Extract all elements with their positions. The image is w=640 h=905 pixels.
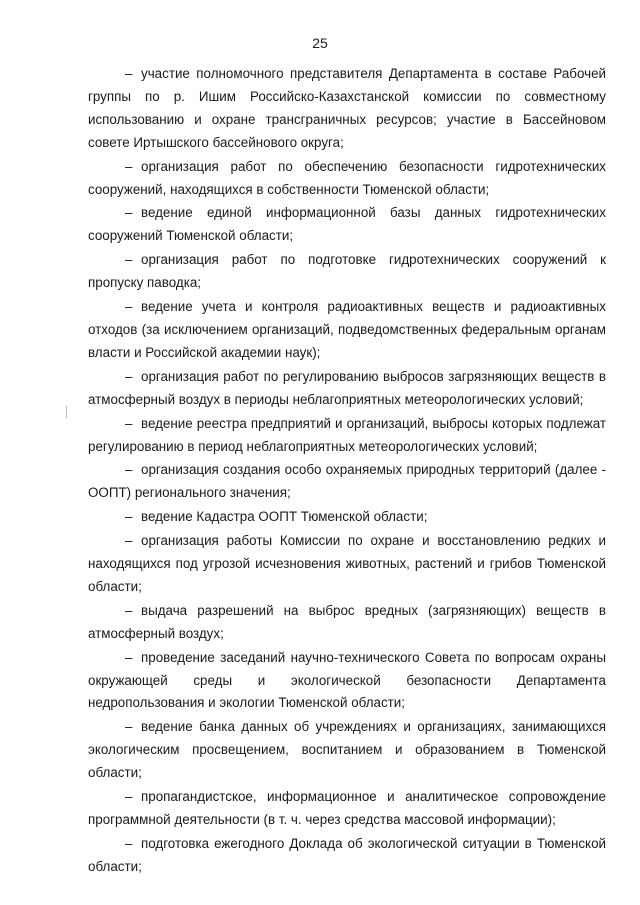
list-item xyxy=(88,296,606,365)
margin-scan-mark xyxy=(66,406,67,418)
list-item-text: ведение единой информационной базы данных гидротехнических сооружений Тюменской области; xyxy=(88,205,606,244)
list-dash: – xyxy=(125,205,133,221)
list-dash: – xyxy=(125,835,133,851)
list-item xyxy=(88,786,606,832)
list-item xyxy=(88,249,606,295)
list-dash: – xyxy=(125,719,133,735)
list-item-text: организация создания особо охраняемых природных территорий (далее - ООПТ) регионального значения; xyxy=(88,462,606,501)
list-dash: – xyxy=(125,602,133,618)
list-dash: – xyxy=(125,649,133,665)
list-dash: – xyxy=(125,789,133,805)
list-item xyxy=(88,647,606,716)
list-item xyxy=(88,202,606,248)
list-item-text: ведение учета и контроля радиоактивных веществ и радиоактивных отходов (за исключением организаций, подведомственных федеральным органам власти и Российской академии наук); xyxy=(88,299,606,360)
list-item-text: организация работ по обеспечению безопасности гидротехнических сооружений, находящихся в собственности Тюменской области; xyxy=(88,158,606,197)
list-item xyxy=(88,366,606,412)
list-dash: – xyxy=(125,509,133,525)
page-number: 25 xyxy=(312,35,328,51)
list-item xyxy=(88,413,606,459)
list-dash: – xyxy=(125,462,133,478)
list-dash: – xyxy=(125,299,133,315)
list-item xyxy=(88,459,606,505)
list-item xyxy=(88,156,606,202)
list-item xyxy=(88,600,606,646)
list-item-text: организация работы Комиссии по охране и восстановлению редких и находящихся под угрозой исчезновения животных, растений и грибов Тюменской области; xyxy=(88,533,606,594)
list-item-text: организация работ по подготовке гидротехнических сооружений к пропуску паводка; xyxy=(88,252,606,291)
list-dash: – xyxy=(125,368,133,384)
list-item xyxy=(88,506,606,529)
list-item xyxy=(88,63,606,155)
list-item-text: пропагандистское, информационное и аналитическое сопровождение программной деятельности (в т. ч. через средства массовой информации); xyxy=(88,789,606,827)
list-item-text: ведение Кадастра ООПТ Тюменской области; xyxy=(141,509,428,525)
list-item-text: участие полномочного представителя Департамента в составе Рабочей группы по р. Ишим Российско-Казахстанской комиссии по совместному использованию и охране трансграничных ресурсов; участие в Бассейновом совете Иртышского бассейнового округа; xyxy=(88,66,606,150)
list-item-text: ведение банка данных об учреждениях и организациях, занимающихся экологическим просвещением, воспитанием и образованием в Тюменской области; xyxy=(88,719,606,781)
list-item xyxy=(88,530,606,599)
list-dash: – xyxy=(125,533,133,549)
list-item xyxy=(88,716,606,785)
list-item-text: проведение заседаний научно-технического Совета по вопросам охраны окружающей среды и экологической безопасности Департамента недропользования и экологии Тюменской области; xyxy=(88,649,606,711)
list-dash: – xyxy=(125,66,133,81)
list-item-text: ведение реестра предприятий и организаций, выбросы которых подлежат регулированию в период неблагоприятных метеорологических условий; xyxy=(88,415,606,454)
list-item xyxy=(88,833,606,879)
list-item-text: организация работ по регулированию выбросов загрязняющих веществ в атмосферный воздух в периоды неблагоприятных метеорологических условий; xyxy=(88,368,606,407)
list-item-text: выдача разрешений на выброс вредных (загрязняющих) веществ в атмосферный воздух; xyxy=(88,602,606,641)
list-item-text: подготовка ежегодного Доклада об экологической ситуации в Тюменской области; xyxy=(88,835,606,874)
list-dash: – xyxy=(125,158,133,174)
document-body xyxy=(88,63,606,880)
list-dash: – xyxy=(125,252,133,268)
list-dash: – xyxy=(125,415,133,431)
